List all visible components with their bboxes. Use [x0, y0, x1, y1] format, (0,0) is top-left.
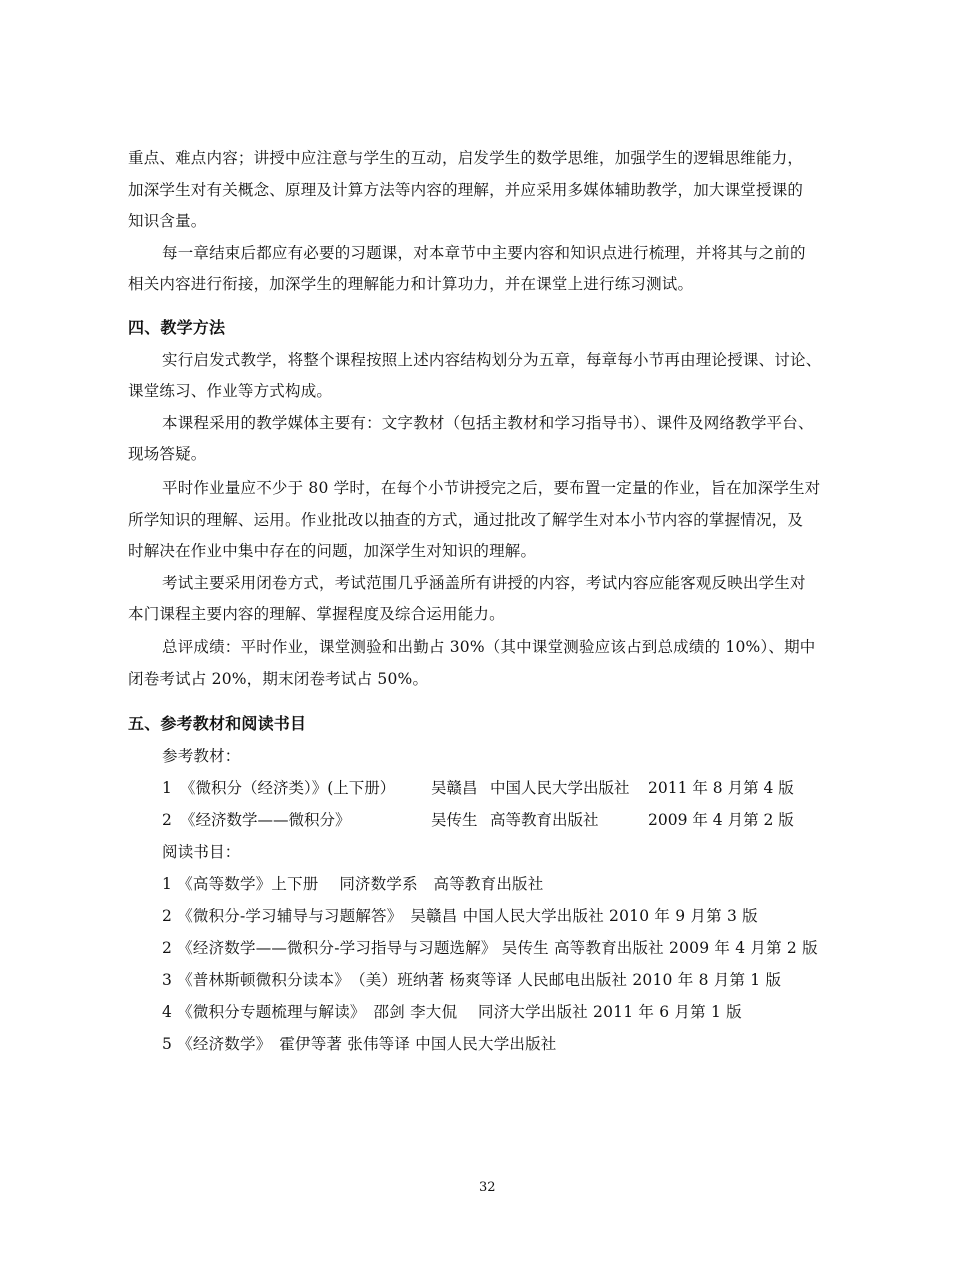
section-heading: 四、教学方法	[128, 318, 226, 337]
paragraph-line: 时解决在作业中集中存在的问题，加深学生对知识的理解。	[128, 542, 537, 560]
paragraph-line: 平时作业量应不少于 80 学时，在每个小节讲授完之后，要布置一定量的作业，旨在加深学生对	[162, 479, 821, 497]
paragraph-line: 重点、难点内容；讲授中应注意与学生的互动，启发学生的数学思维，加强学生的逻辑思维能力，	[128, 149, 804, 167]
paragraph-line: 本门课程主要内容的理解、掌握程度及综合运用能力。	[128, 605, 505, 623]
book-title: 《经济数学——微积分》	[180, 811, 351, 829]
paragraph-line: 所学知识的理解、运用。作业批改以抽查的方式，通过批改了解学生对本小节内容的掌握情况，及	[128, 511, 804, 529]
page-number: 32	[479, 1180, 496, 1195]
paragraph-line: 闭卷考试占 20%，期末闭卷考试占 50%。	[128, 670, 429, 688]
paragraph-line: 课堂练习、作业等方式构成。	[128, 382, 333, 400]
paragraph-line: 知识含量。	[128, 212, 207, 230]
reading-item: 5 《经济数学》 霍伊等著 张伟等译 中国人民大学出版社	[162, 1035, 557, 1053]
paragraph-line: 总评成绩：平时作业，课堂测验和出勤占 30%（其中课堂测验应该占到总成绩的 10%）、期中	[162, 638, 816, 656]
list-label: 参考教材：	[162, 747, 241, 765]
book-publisher: 高等教育出版社	[490, 811, 599, 829]
paragraph-line: 每一章结束后都应有必要的习题课，对本章节中主要内容和知识点进行梳理，并将其与之前的	[162, 244, 806, 262]
reading-item: 3 《普林斯顿微积分读本》 （美）班纳著 杨爽等译 人民邮电出版社 2010 年 8 月第 1 版	[162, 971, 782, 989]
book-edition: 2009 年 4 月第 2 版	[648, 811, 794, 829]
reading-item: 2 《经济数学——微积分-学习指导与习题选解》 吴传生 高等教育出版社 2009 年 4 月第 2 版	[162, 939, 818, 957]
section-heading: 五、参考教材和阅读书目	[128, 714, 307, 733]
paragraph-line: 本课程采用的教学媒体主要有：文字教材（包括主教材和学习指导书）、课件及网络教学平台、	[162, 414, 814, 432]
paragraph-line: 实行启发式教学，将整个课程按照上述内容结构划分为五章，每章每小节再由理论授课、讨论、	[162, 351, 822, 369]
book-author: 吴赣昌	[431, 779, 478, 797]
book-title: 《微积分（经济类）》(上下册）	[180, 779, 396, 797]
paragraph-line: 加深学生对有关概念、原理及计算方法等内容的理解，并应采用多媒体辅助教学，加大课堂授课的	[128, 181, 804, 199]
book-author: 吴传生	[431, 811, 478, 829]
reading-item: 4 《微积分专题梳理与解读》 邵剑 李大侃 同济大学出版社 2011 年 6 月第 1 版	[162, 1003, 742, 1021]
book-publisher: 中国人民大学出版社	[490, 779, 630, 797]
reading-item: 1 《高等数学》上下册 同济数学系 高等教育出版社	[162, 875, 544, 893]
item-number: 1	[162, 779, 172, 797]
paragraph-line: 现场答疑。	[128, 445, 207, 463]
list-label: 阅读书目：	[162, 843, 241, 861]
paragraph-line: 相关内容进行衔接，加深学生的理解能力和计算功力，并在课堂上进行练习测试。	[128, 275, 694, 293]
paragraph-line: 考试主要采用闭卷方式，考试范围几乎涵盖所有讲授的内容，考试内容应能客观反映出学生对	[162, 574, 806, 592]
item-number: 2	[162, 811, 172, 829]
book-edition: 2011 年 8 月第 4 版	[648, 779, 794, 797]
reading-item: 2 《微积分-学习辅导与习题解答》 吴赣昌 中国人民大学出版社 2010 年 9 月第 3 版	[162, 907, 758, 925]
